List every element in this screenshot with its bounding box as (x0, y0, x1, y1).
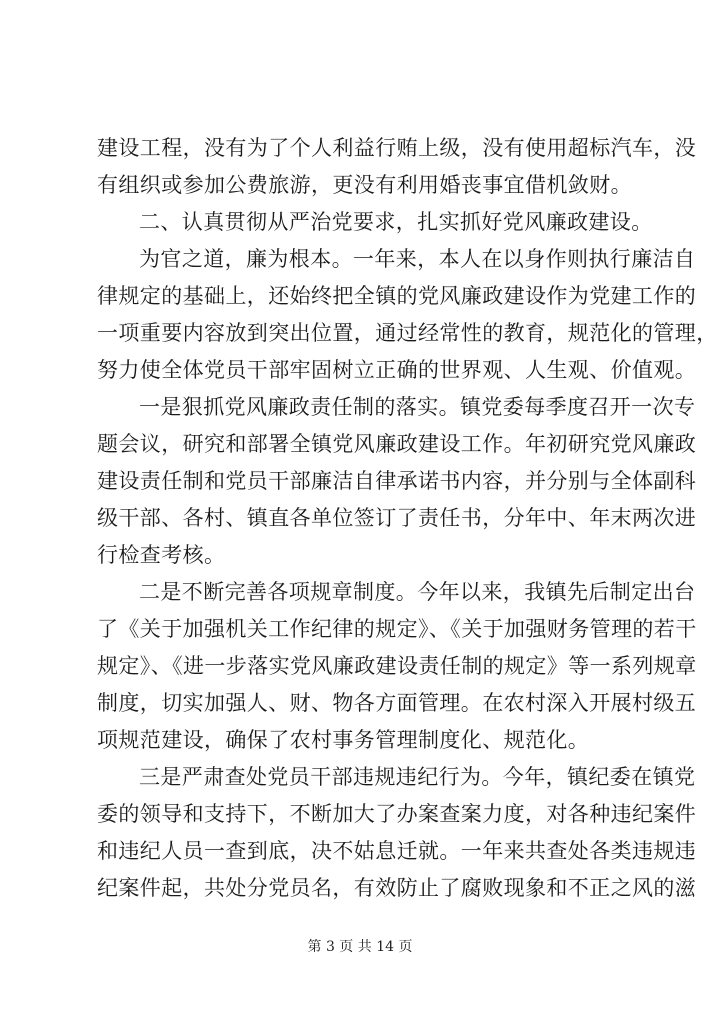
text-line: 建设责任制和党员干部廉洁自律承诺书内容，并分别与全体副科 (97, 469, 697, 493)
text-line: 有组织或参加公费旅游，更没有利用婚丧事宜借机敛财。 (97, 173, 632, 197)
text-line: 和违纪人员一查到底，决不姑息迁就。一年来共查处各类违规违 (97, 839, 697, 863)
text-line: 二是不断完善各项规章制度。今年以来，我镇先后制定出台 (139, 580, 696, 604)
section-heading: 二、认真贯彻从严治党要求，扎实抓好党风廉政建设。 (139, 210, 653, 234)
text-line: 律规定的基础上，还始终把全镇的党风廉政建设作为党建工作的 (97, 284, 697, 308)
text-line: 题会议，研究和部署全镇党风廉政建设工作。年初研究党风廉政 (97, 432, 697, 456)
text-line: 纪案件起，共处分党员名，有效防止了腐败现象和不正之风的滋 (97, 876, 697, 900)
text-line: 一是狠抓党风廉政责任制的落实。镇党委每季度召开一次专 (139, 395, 696, 419)
document-body (97, 130, 718, 907)
text-line: 委的领导和支持下，不断加大了办案查案力度，对各种违纪案件 (97, 802, 697, 826)
text-line: 行检查考核。 (97, 543, 226, 567)
text-line: 一项重要内容放到突出位置，通过经常性的教育，规范化的管理， (97, 321, 718, 345)
text-line: 制度，切实加强人、财、物各方面管理。在农村深入开展村级五 (97, 691, 697, 715)
text-line: 为官之道，廉为根本。一年来，本人在以身作则执行廉洁自 (139, 247, 696, 271)
text-line: 三是严肃查处党员干部违规违纪行为。今年，镇纪委在镇党 (139, 765, 696, 789)
text-line: 规定》、《进一步落实党风廉政建设责任制的规定》等一系列规章 (97, 654, 697, 678)
text-line: 项规范建设，确保了农村事务管理制度化、规范化。 (97, 728, 590, 752)
text-line: 级干部、各村、镇直各单位签订了责任书，分年中、年末两次进 (97, 506, 697, 530)
page-number-footer: 第 3 页 共 14 页 (307, 939, 413, 955)
text-line: 努力使全体党员干部牢固树立正确的世界观、人生观、价值观。 (97, 358, 697, 382)
text-line: 了《关于加强机关工作纪律的规定》、《关于加强财务管理的若干 (97, 617, 697, 641)
text-line: 建设工程，没有为了个人利益行贿上级，没有使用超标汽车，没 (97, 136, 697, 160)
